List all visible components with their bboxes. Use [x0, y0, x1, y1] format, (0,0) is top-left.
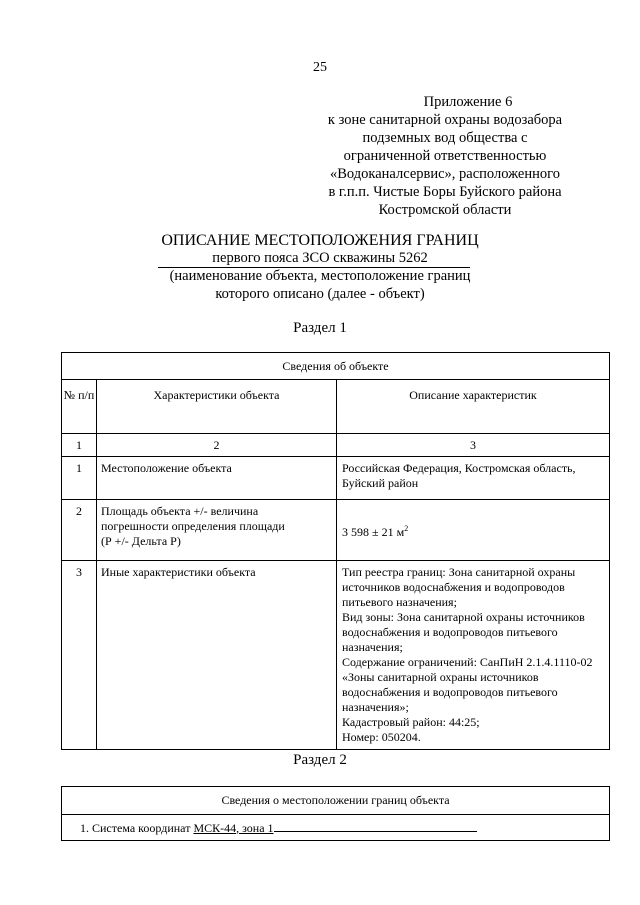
description-line: Буйский район — [342, 476, 419, 490]
description-line: водоснабжения и водопроводов питьевого — [342, 685, 558, 699]
table-row — [62, 561, 610, 750]
row-number: 3 — [62, 561, 97, 750]
table-row — [62, 457, 610, 500]
page-number: 25 — [313, 60, 327, 75]
row-description — [337, 457, 610, 500]
column-header-number: № п/п — [62, 380, 97, 434]
section-2-heading: Раздел 2 — [293, 752, 347, 768]
row-number: 2 — [62, 500, 97, 561]
description-line: назначения»; — [342, 700, 409, 714]
area-unit-superscript: 2 — [404, 523, 409, 533]
caption-line: которого описано (далее - объект) — [215, 286, 425, 302]
description-line: водоснабжения и водопроводов питьевого — [342, 625, 558, 639]
description-line: Российская Федерация, Костромская область, — [342, 461, 576, 475]
appendix-line: Приложение 6 — [423, 94, 513, 110]
description-line: Тип реестра границ: Зона санитарной охраны — [342, 565, 576, 579]
section-1-heading: Раздел 1 — [293, 320, 347, 336]
row-characteristic — [97, 500, 337, 561]
table-row — [62, 500, 610, 561]
row-description — [337, 561, 610, 750]
appendix-block — [300, 93, 590, 219]
description-line: «Зоны санитарной охраны источников — [342, 670, 539, 684]
area-value: 3 598 ± 21 м — [342, 524, 405, 539]
description-line: Номер: 050204. — [342, 730, 421, 744]
characteristic-line: (Р +/- Дельта Р) — [101, 534, 181, 548]
coordinate-system-value: МСК-44, зона 1 — [193, 820, 274, 835]
description-line: назначения; — [342, 640, 403, 654]
row-characteristic: Иные характеристики объекта — [97, 561, 337, 750]
column-number: 2 — [97, 434, 337, 457]
appendix-line: в г.п.п. Чистые Боры Буйского района — [328, 184, 562, 200]
characteristic-line: погрешности определения площади — [101, 519, 285, 533]
description-line: Кадастровый район: 44:25; — [342, 715, 480, 729]
title-caption — [0, 267, 640, 303]
table-title: Сведения об объекте — [62, 353, 610, 380]
row-description — [337, 500, 610, 561]
description-line: источников водоснабжения и водопроводов — [342, 580, 565, 594]
description-line: питьевого назначения; — [342, 595, 457, 609]
appendix-line: к зоне санитарной охраны водозабора — [327, 112, 563, 128]
fill-in-line — [274, 820, 477, 832]
column-number: 3 — [337, 434, 610, 457]
appendix-line: Костромской области — [378, 202, 512, 218]
caption-line: (наименование объекта, местоположение границ — [169, 268, 471, 284]
document-subtitle: первого пояса ЗСО скважины 5262 — [212, 250, 428, 266]
column-header-description: Описание характеристик — [337, 380, 610, 434]
characteristic-line: Площадь объекта +/- величина — [101, 504, 259, 518]
description-line: Вид зоны: Зона санитарной охраны источников — [342, 610, 585, 624]
appendix-line: «Водоканалсервис», расположенного — [330, 166, 560, 182]
column-header-characteristics: Характеристики объекта — [97, 380, 337, 434]
column-number: 1 — [62, 434, 97, 457]
row-characteristic: Местоположение объекта — [97, 457, 337, 500]
row-number: 1 — [62, 457, 97, 500]
coordinate-system-label: 1. Система координат — [80, 820, 194, 835]
table-title: Сведения о местоположении границ объекта — [62, 787, 610, 815]
appendix-line: ограниченной ответственностью — [343, 148, 547, 164]
appendix-line: подземных вод общества с — [362, 130, 528, 146]
boundary-location-table — [61, 786, 610, 841]
document-title: ОПИСАНИЕ МЕСТОПОЛОЖЕНИЯ ГРАНИЦ — [161, 232, 479, 249]
coordinate-system-row — [62, 815, 610, 841]
description-line: Содержание ограничений: СанПиН 2.1.4.1110-02 — [342, 655, 593, 669]
object-info-table — [61, 352, 610, 750]
